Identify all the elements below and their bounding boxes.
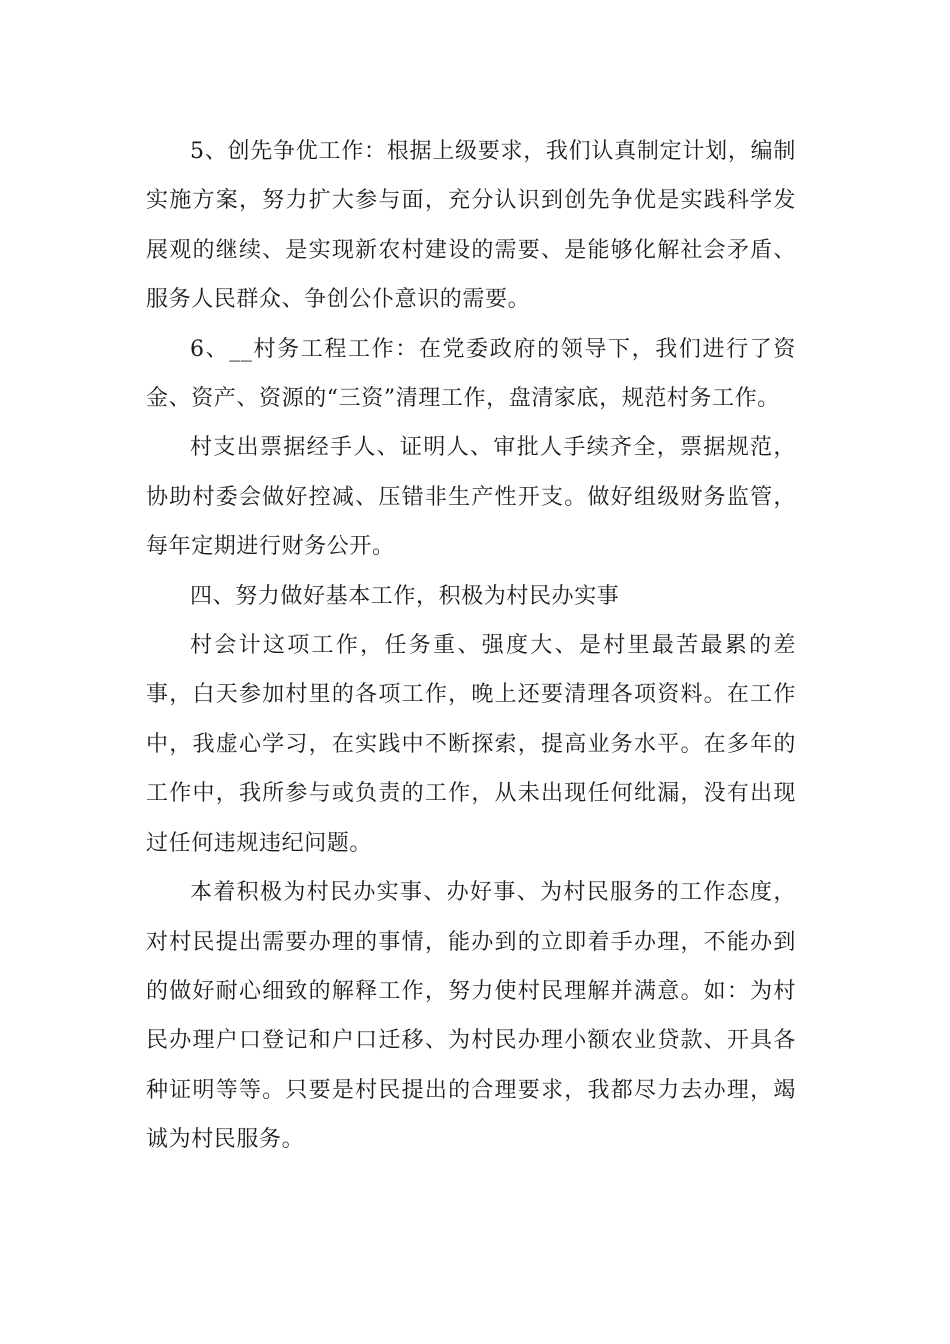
paragraph-innovation-work: 5、创先争优工作：根据上级要求，我们认真制定计划，编制实施方案，努力扩大参与面，充分认识到创先争优是实践科学发展观的继续、是实现新农村建设的需要、是能够化解社会矛盾、服务人民群众、争创公仆意识的需要。 <box>146 139 796 313</box>
paragraph-expense-receipts: 村支出票据经手人、证明人、审批人手续齐全，票据规范，协助村委会做好控减、压错非生产性开支。做好组级财务监管，每年定期进行财务公开。 <box>146 435 796 560</box>
document-body <box>146 127 796 1165</box>
paragraph-village-affairs: 6、__村务工程工作：在党委政府的领导下，我们进行了资金、资产、资源的“三资”清理工作，盘清家底，规范村务工作。 <box>146 336 796 412</box>
section-heading-basic-work: 四、努力做好基本工作，积极为村民办实事 <box>190 583 620 609</box>
paragraph-accountant-duties: 村会计这项工作，任务重、强度大、是村里最苦最累的差事，白天参加村里的各项工作，晚上还要清理各项资料。在工作中，我虚心学习，在实践中不断探索，提高业务水平。在多年的工作中，我所参与或负责的工作，从未出现任何纰漏，没有出现过任何违规违纪问题。 <box>146 633 796 856</box>
paragraph-serving-villagers: 本着积极为村民办实事、办好事、为村民服务的工作态度，对村民提出需要办理的事情，能办到的立即着手办理，不能办到的做好耐心细致的解释工作，努力使村民理解并满意。如：为村民办理户口登记和户口迁移、为村民办理小额农业贷款、开具各种证明等等。只要是村民提出的合理要求，我都尽力去办理，竭诚为村民服务。 <box>146 880 796 1153</box>
